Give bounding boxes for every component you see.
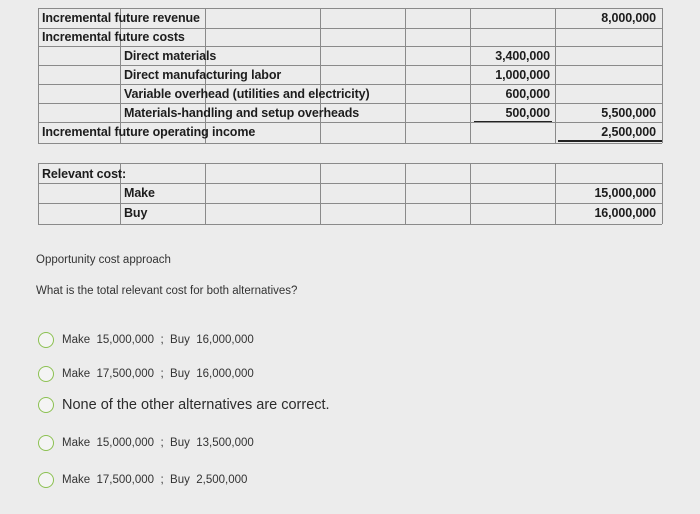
grid-line (38, 203, 662, 204)
answer-option[interactable] (38, 472, 247, 488)
grid-line (38, 65, 662, 66)
variable-overhead-label: Variable overhead (utilities and electricity) (124, 87, 370, 101)
answer-option-label: Make 15,000,000 ; Buy 13,500,000 (62, 437, 254, 449)
answer-option[interactable] (38, 397, 330, 413)
grid-line (38, 8, 662, 9)
radio-button[interactable] (38, 435, 54, 451)
grid-line (38, 84, 662, 85)
direct-materials-value: 3,400,000 (495, 49, 550, 63)
grid-line (405, 163, 406, 224)
grid-line (38, 183, 662, 184)
buy-label: Buy (124, 206, 148, 220)
grid-line (320, 163, 321, 224)
question-prompt: What is the total relevant cost for both alternatives? (36, 285, 298, 297)
answer-option[interactable] (38, 366, 254, 382)
costs-label: Incremental future costs (42, 30, 185, 44)
direct-labor-label: Direct manufacturing labor (124, 68, 282, 82)
grid-line (38, 103, 662, 104)
answer-option-label: None of the other alternatives are correct. (62, 397, 330, 413)
underline (558, 140, 662, 142)
make-label: Make (124, 186, 155, 200)
grid-line (38, 163, 662, 164)
grid-line (662, 8, 663, 143)
materials-handling-value: 500,000 (505, 106, 550, 120)
grid-line (662, 163, 663, 224)
revenue-label: Incremental future revenue (42, 11, 200, 25)
direct-labor-value: 1,000,000 (495, 68, 550, 82)
grid-line (470, 163, 471, 224)
grid-line (38, 224, 662, 225)
buy-value: 16,000,000 (594, 206, 656, 220)
grid-line (555, 163, 556, 224)
operating-income-label: Incremental future operating income (42, 125, 256, 139)
materials-handling-label: Materials-handling and setup overheads (124, 106, 360, 120)
answer-option-label: Make 17,500,000 ; Buy 2,500,000 (62, 474, 248, 486)
grid-line (38, 163, 39, 224)
grid-line (38, 143, 662, 144)
radio-button[interactable] (38, 472, 54, 488)
variable-overhead-value: 600,000 (505, 87, 550, 101)
answer-option[interactable] (38, 332, 254, 348)
operating-income-value: 2,500,000 (601, 125, 656, 139)
radio-button[interactable] (38, 366, 54, 382)
answer-option-label: Make 17,500,000 ; Buy 16,000,000 (62, 368, 254, 380)
direct-materials-label: Direct materials (124, 49, 217, 63)
answer-option-label: Make 15,000,000 ; Buy 16,000,000 (62, 334, 254, 346)
answer-option[interactable] (38, 435, 254, 451)
underline (474, 121, 552, 122)
radio-button[interactable] (38, 332, 54, 348)
radio-button[interactable] (38, 397, 54, 413)
grid-line (38, 28, 662, 29)
grid-line (205, 163, 206, 224)
relevant-cost-label: Relevant cost: (42, 167, 127, 181)
make-value: 15,000,000 (594, 186, 656, 200)
revenue-value: 8,000,000 (601, 11, 656, 25)
question-heading: Opportunity cost approach (36, 254, 171, 266)
total-costs-value: 5,500,000 (601, 106, 656, 120)
grid-line (38, 122, 662, 123)
grid-line (38, 46, 662, 47)
